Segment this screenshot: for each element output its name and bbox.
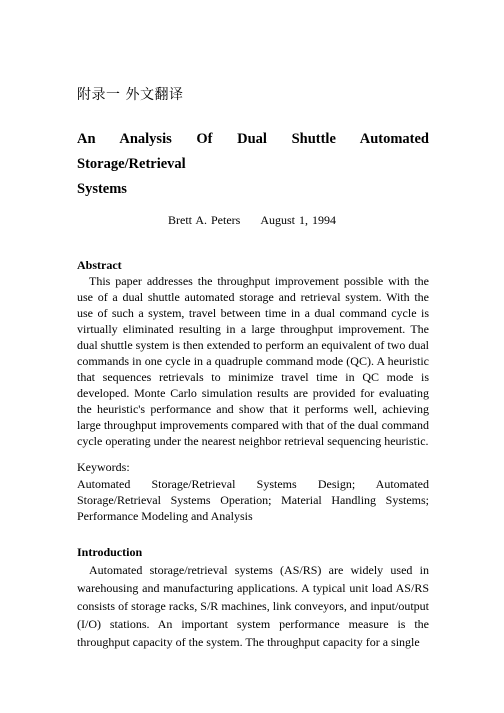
appendix-heading: 附录一 外文翻译: [77, 87, 184, 103]
introduction-text: Automated storage/retrieval systems (AS/RS) are widely used in warehousing and manufacturing applications. A typical unit load AS/RS consists of storage racks, S/R machines, link conveyors, and input/output (I/O) stations. An important system performance measure is the throughput capacity of the system. The throughput capacity for a single: [77, 563, 429, 649]
keywords-label: Keywords:: [77, 460, 130, 474]
paper-title-line-2: Systems: [77, 181, 127, 197]
abstract-heading: Abstract: [77, 258, 122, 272]
abstract-text: This paper addresses the throughput improvement possible with the use of a dual shuttle automated storage and retrieval system. With the use of such a system, travel between time in a dual command cycle is virtually eliminated resulting in a large throughput improvement. The dual shuttle system is then extended to perform an equivalent of two dual commands in one cycle in a quadruple command mode (QC). A heuristic that sequences retrievals to minimize travel time in QC mode is developed. Monte Carlo simulation results are provided for evaluating the heuristic's performance and show that it performs well, achieving large throughput improvements compared with that of the dual command cycle operating under the nearest neighbor retrieval sequencing heuristic.: [77, 274, 429, 448]
author-line: [0, 213, 504, 228]
publication-date: August 1, 1994: [260, 213, 336, 227]
paper-title-line-1: An Analysis Of Dual Shuttle Automated Storage/Retrieval: [77, 131, 429, 172]
author-name: Brett A. Peters: [168, 213, 241, 227]
keywords-text: Automated Storage/Retrieval Systems Design; Automated Storage/Retrieval Systems Operation; Material Handling Systems; Performance Modeling and Analysis: [77, 477, 429, 523]
introduction-heading: Introduction: [77, 545, 143, 559]
paper-title: [77, 127, 429, 202]
